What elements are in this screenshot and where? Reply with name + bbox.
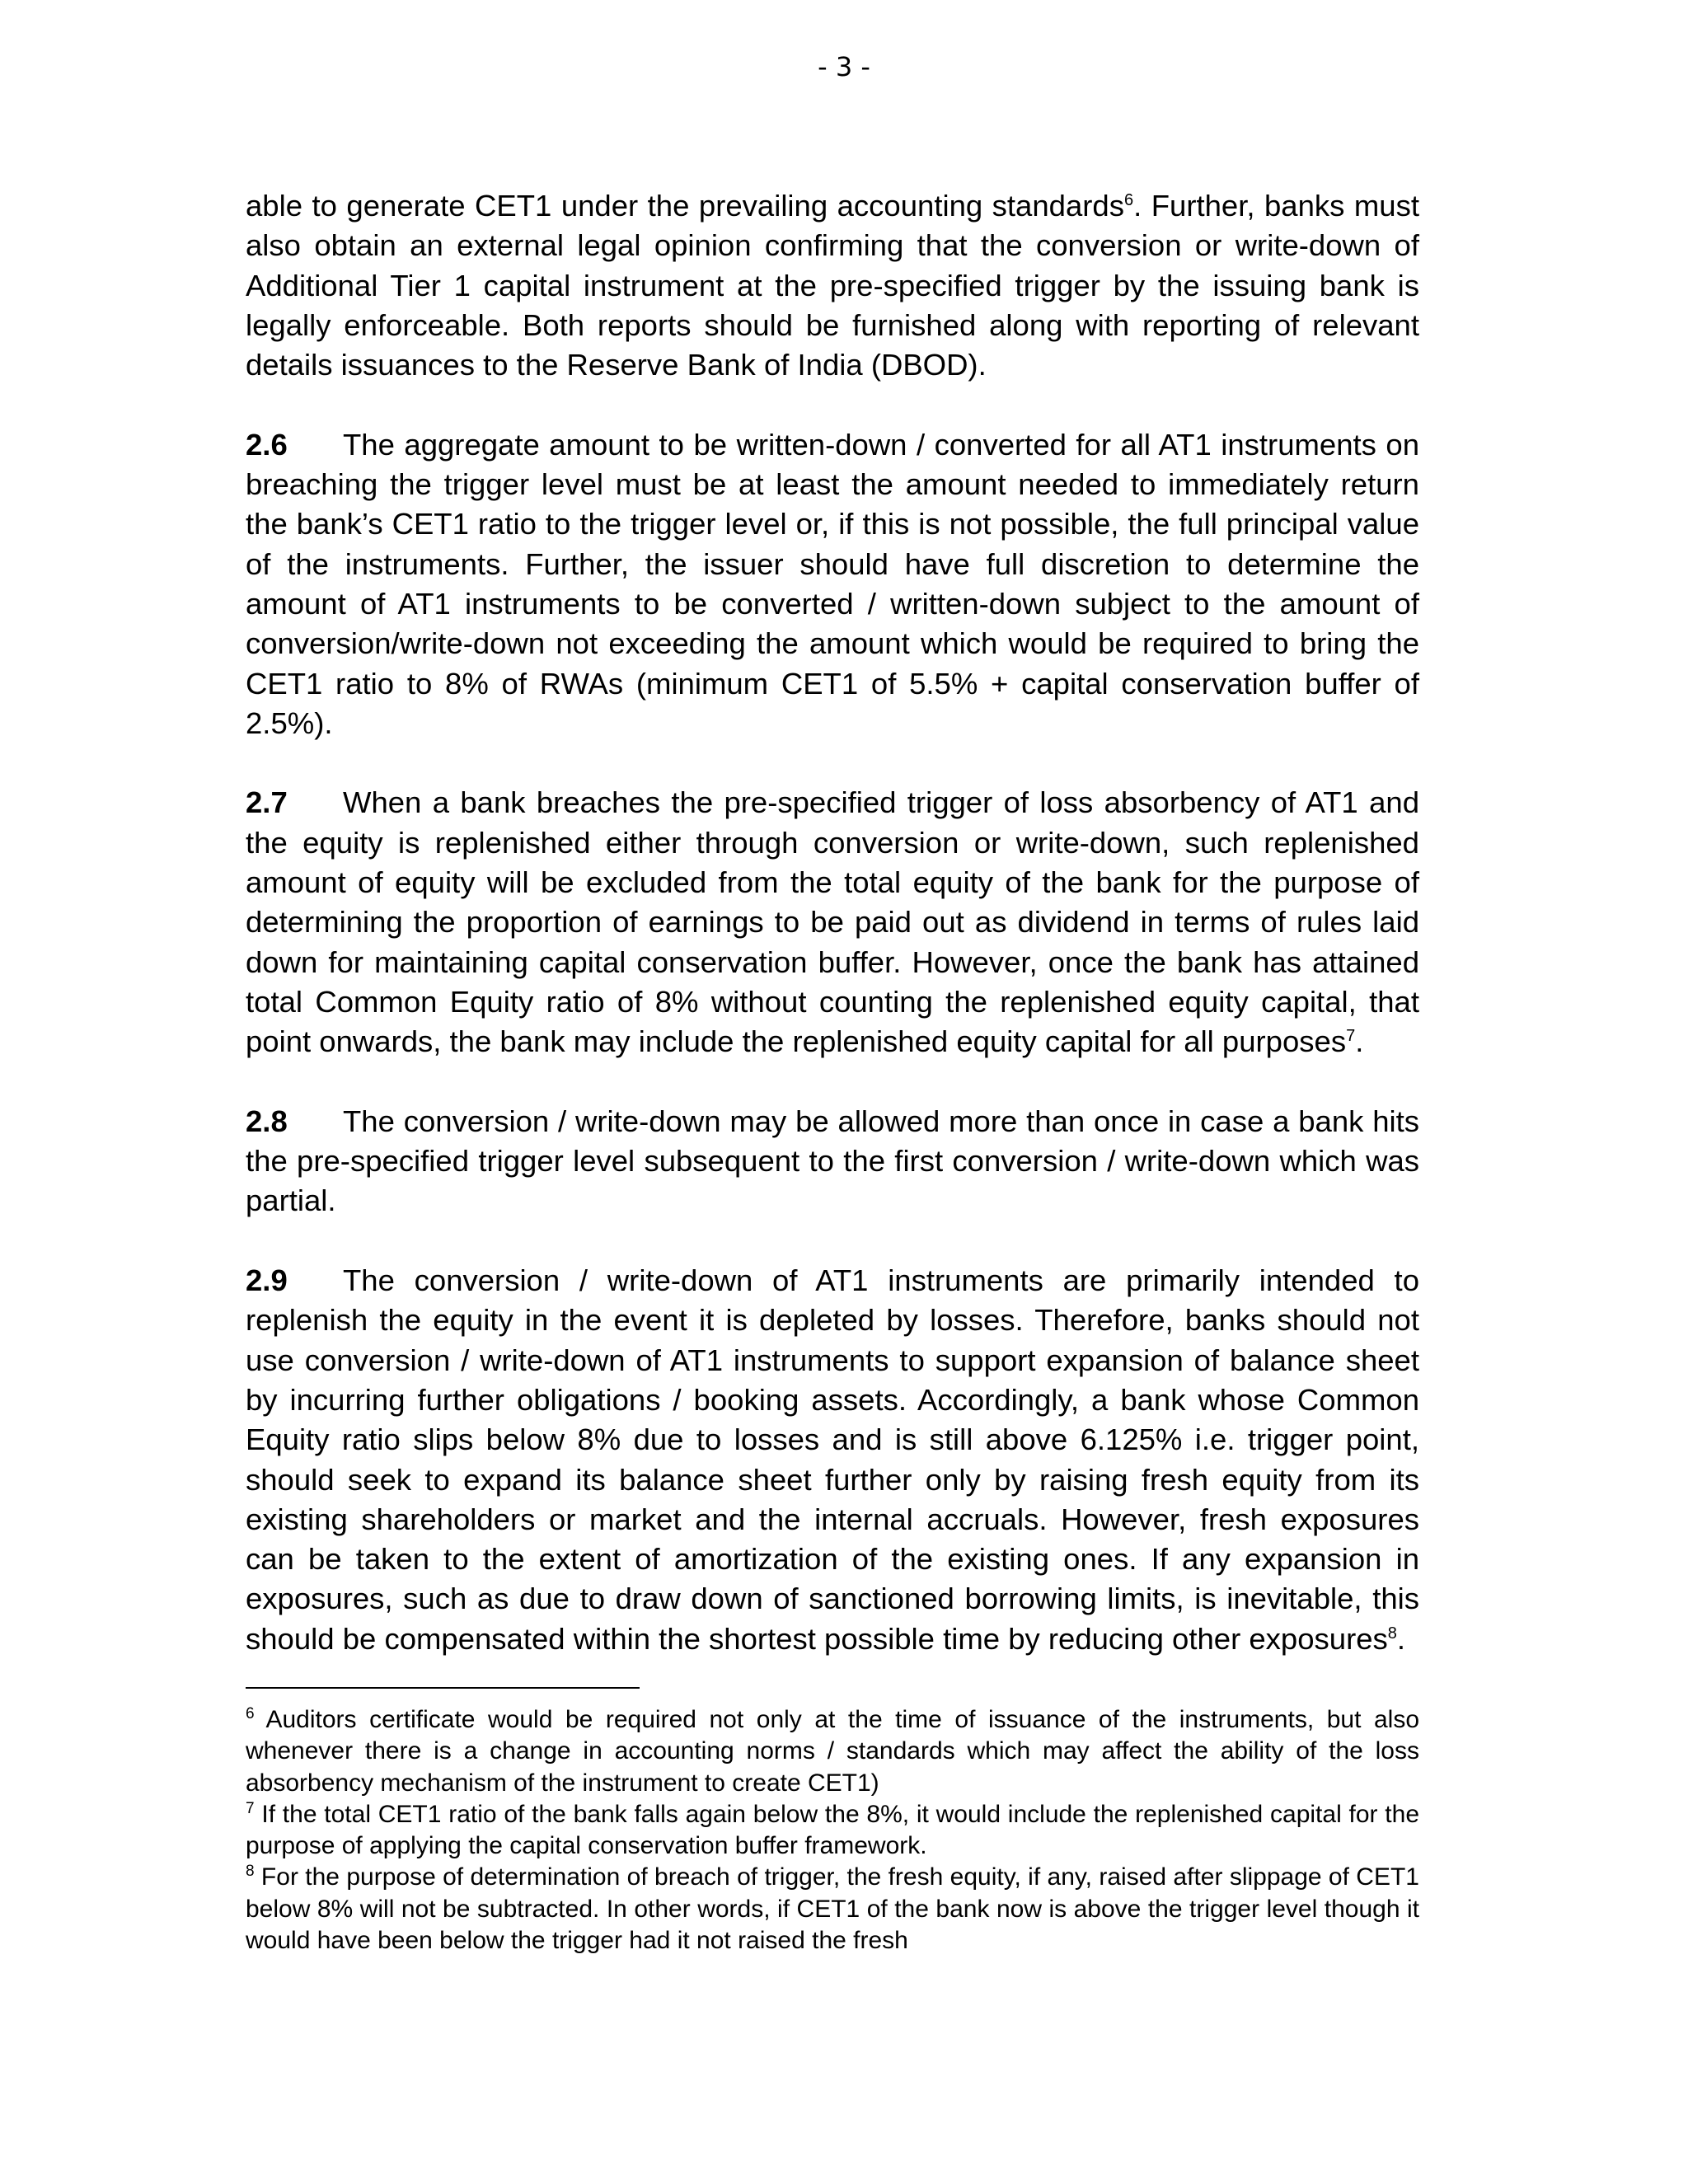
paragraph-text: When a bank breaches the pre-specified trigger of loss absorbency of AT1 and the equity is replenished either through conversion or write-down, such replenished amount of equity will be excluded from the total equity of the bank for the purpose of determining the proportion of earnings to be paid out as dividend in terms of rules laid down for maintaining capital conservation buffer. However, once the bank has attained total Common Equity ratio of 8% without counting the replenished equity capital, that point onwards, the bank may include the replenished equity capital for all purposes — [246, 785, 1419, 1059]
paragraph-2-6 — [246, 425, 1419, 743]
footnote-divider — [246, 1687, 640, 1689]
footnote-text: If the total CET1 ratio of the bank falls again below the 8%, it would include the replenished capital for the purpose of applying the capital conservation buffer framework. — [246, 1800, 1419, 1860]
footnote-ref-6: 6 — [1123, 190, 1134, 209]
paragraph-text: The conversion / write-down may be allowed more than once in case a bank hits the pre-specified trigger level subsequent to the first conversion / write-down which was partial. — [246, 1104, 1419, 1218]
main-text — [246, 186, 1419, 1699]
footnotes — [246, 1704, 1419, 1957]
page-number: - 3 - — [818, 51, 870, 82]
footnote-8 — [246, 1862, 1419, 1957]
paragraph-text: The conversion / write-down of AT1 instruments are primarily intended to replenish the equity in the event it is depleted by losses. Therefore, banks should not use conversion / write-down of AT1 instruments to support expansion of balance sheet by incurring further obligations / booking assets. Accordingly, a bank whose Common Equity ratio slips below 8% due to losses and is still above 6.125% i.e. trigger point, should seek to expand its balance sheet further only by raising fresh equity from its existing shareholders or market and the internal accruals. However, fresh exposures can be taken to the extent of amortization of the existing ones. If any expansion in exposures, such as due to draw down of sanctioned borrowing limits, is inevitable, this should be compensated within the shortest possible time by reducing other exposures — [246, 1263, 1419, 1656]
paragraph-2-8 — [246, 1102, 1419, 1221]
footnote-mark: 7 — [246, 1799, 255, 1817]
footnote-ref-8: 8 — [1387, 1624, 1397, 1643]
footnote-text: For the purpose of determination of breach of trigger, the fresh equity, if any, raised after slippage of CET1 below 8% will not be subtracted. In other words, if CET1 of the bank now is above the trigger level though it would have been below the trigger had it not raised the fresh — [246, 1863, 1419, 1955]
intro-text: able to generate CET1 under the prevailing accounting standards — [246, 189, 1124, 223]
footnote-text: Auditors certificate would be required not only at the time of issuance of the instruments, but also whenever there is a change in accounting norms / standards which may affect the ability of the loss absorbency mechanism of the instrument to create CET1) — [246, 1706, 1419, 1797]
paragraph-text: The aggregate amount to be written-down / converted for all AT1 instruments on breaching the trigger level must be at least the amount needed to immediately return the bank’s CET1 ratio to the trigger level or, if this is not possible, the full principal value of the instruments. Further, the issuer should have full discretion to determine the amount of AT1 instruments to be converted / written-down subject to the amount of conversion/write-down not exceeding the amount which would be required to bring the CET1 ratio to 8% of RWAs (minimum CET1 of 5.5% + capital conservation buffer of 2.5%). — [246, 427, 1419, 740]
intro-paragraph — [246, 186, 1419, 385]
footnote-6 — [246, 1704, 1419, 1799]
footnote-7 — [246, 1799, 1419, 1863]
paragraph-number: 2.9 — [246, 1263, 288, 1298]
paragraph-number: 2.8 — [246, 1104, 288, 1138]
paragraph-2-9 — [246, 1261, 1419, 1659]
intro-text-continued: . Further, banks must also obtain an external legal opinion confirming that the conversion or write-down of Additional Tier 1 capital instrument at the pre-specified trigger by the issuing bank is legally enforceable. Both reports should be furnished along with reporting of relevant details issuances to the Reserve Bank of India (DBOD). — [246, 189, 1419, 382]
paragraph-number: 2.7 — [246, 785, 288, 820]
paragraph-2-7 — [246, 783, 1419, 1062]
footnote-mark: 6 — [246, 1705, 255, 1722]
paragraph-text-end: . — [1355, 1024, 1364, 1059]
footnote-ref-7: 7 — [1346, 1027, 1356, 1046]
footnote-mark: 8 — [246, 1863, 255, 1881]
paragraph-text-end: . — [1396, 1621, 1406, 1656]
paragraph-number: 2.6 — [246, 427, 288, 462]
